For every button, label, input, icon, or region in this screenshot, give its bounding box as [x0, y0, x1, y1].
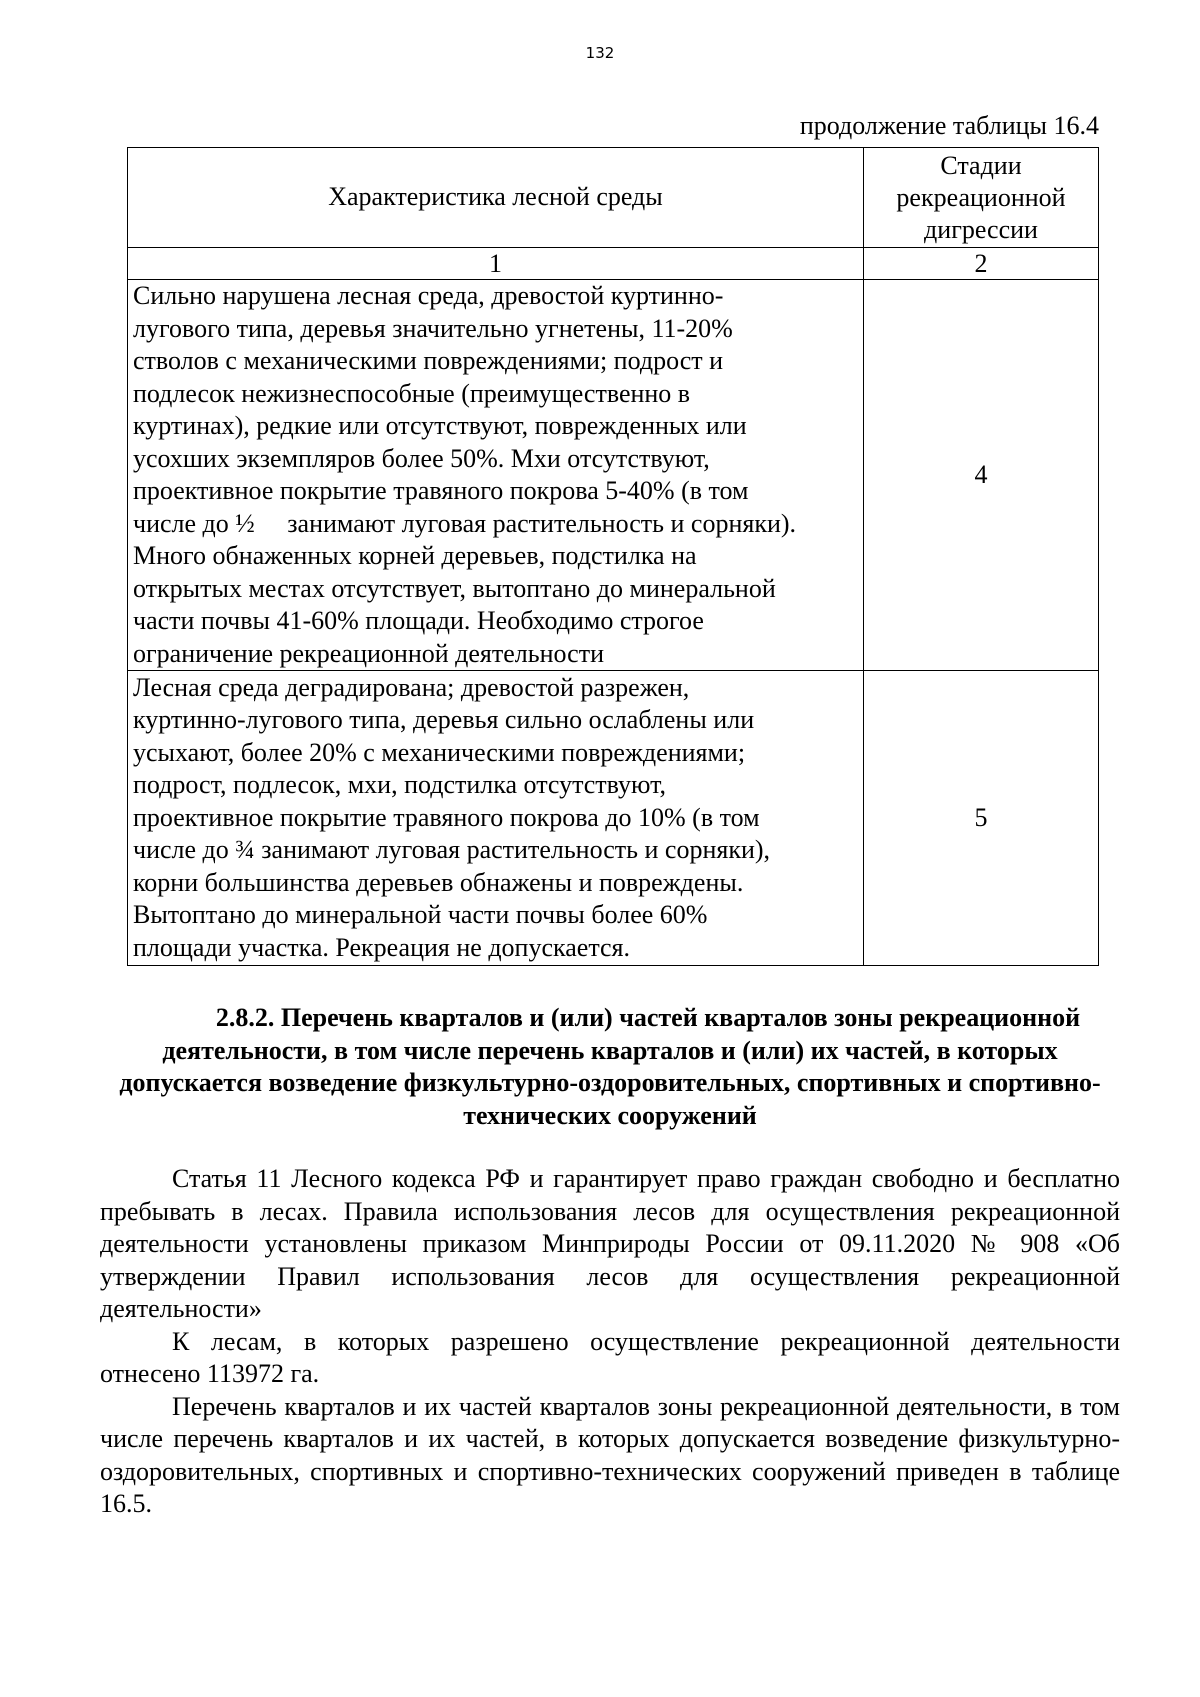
column-number-row [128, 248, 1099, 280]
column-number: 1 [128, 248, 864, 280]
header-digression-stage [864, 148, 1099, 248]
column-number: 2 [864, 248, 1099, 280]
header-stage-line: Стадии [940, 150, 1022, 180]
section-heading: 2.8.2. Перечень кварталов и (или) частей кварталов зоны рекреационной деятельности, в том числе перечень кварталов и (или) их частей, в которых допускается возведение физкультурно-оздоровительных, спортивных и спортивно-технических сооружений [119, 1003, 1101, 1130]
forest-description [128, 671, 864, 966]
table-header-row [128, 148, 1099, 248]
description-line: Вытоптано до минеральной части почвы более 60% [133, 900, 708, 930]
table-caption: продолжение таблицы 16.4 [799, 111, 1099, 140]
forest-description [128, 280, 864, 671]
page-number: 132 [585, 44, 615, 62]
description-line: открытых местах отсутствует, вытоптано до минеральной [133, 573, 776, 603]
description-line: усохших экземпляров более 50%. Мхи отсутствуют, [133, 443, 710, 473]
paragraph: К лесам, в которых разрешено осуществление рекреационной деятельности отнесено 113972 га. [100, 1326, 1120, 1388]
description-line: Много обнаженных корней деревьев, подстилка на [133, 541, 697, 570]
description-line: куртинно-лугового типа, деревья сильно ослаблены или [133, 705, 755, 735]
table-row [128, 671, 1099, 966]
description-line: Лесная среда деградирована; древостой разрежен, [133, 672, 690, 702]
forest-environment-table [127, 147, 1099, 966]
digression-stage-value: 5 [864, 671, 1099, 966]
paragraph: Статья 11 Лесного кодекса РФ и гарантирует право граждан свободно и бесплатно пребывать в лесах. Правила использования лесов для осуществления рекреационной деятельности установлены приказом Минприроды России от 09.11.2020 № 908 «Об утверждении Правил использования лесов для осуществления рекреационной деятельности» [100, 1164, 1120, 1323]
description-line: числе до ¾ занимают луговая растительность и сорняки), [133, 835, 771, 865]
description-line: корни большинства деревьев обнажены и повреждены. [133, 867, 744, 897]
description-line: подлесок нежизнеспособные (преимущественно в [133, 378, 691, 408]
table-row [128, 280, 1099, 671]
description-line: ограничение рекреационной деятельности [133, 638, 604, 668]
description-line: части почвы 41-60% площади. Необходимо строгое [133, 606, 704, 635]
description-line: стволов с механическими повреждениями; подрост и [133, 346, 724, 375]
description-line: усыхают, более 20% с механическими повреждениями; [133, 737, 746, 767]
description-line: площади участка. Рекреация не допускается. [133, 932, 630, 962]
description-line: проективное покрытие травяного покрова 5-40% (в том [133, 476, 749, 505]
header-stage-line: дигрессии [924, 214, 1038, 244]
description-line: куртинах), редкие или отсутствуют, поврежденных или [133, 411, 747, 440]
description-line: подрост, подлесок, мхи, подстилка отсутствуют, [133, 770, 667, 800]
description-line: проективное покрытие травяного покрова до 10% (в том [133, 802, 760, 832]
description-line: Сильно нарушена лесная среда, древостой куртинно- [133, 281, 724, 310]
description-line: числе до ½ занимают луговая растительность и сорняки). [133, 508, 797, 538]
description-line: лугового типа, деревья значительно угнетены, 11-20% [133, 313, 733, 343]
header-forest-characteristic: Характеристика лесной среды [128, 148, 864, 248]
header-stage-line: рекреационной [896, 182, 1066, 212]
paragraph: Перечень кварталов и их частей кварталов зоны рекреационной деятельности, в том числе перечень кварталов и их частей, в которых допускается возведение физкультурно-оздоровительных, спортивных и спортивно-технических сооружений приведен в таблице 16.5. [100, 1391, 1120, 1518]
section-body [100, 1163, 1120, 1521]
digression-stage-value: 4 [864, 280, 1099, 671]
